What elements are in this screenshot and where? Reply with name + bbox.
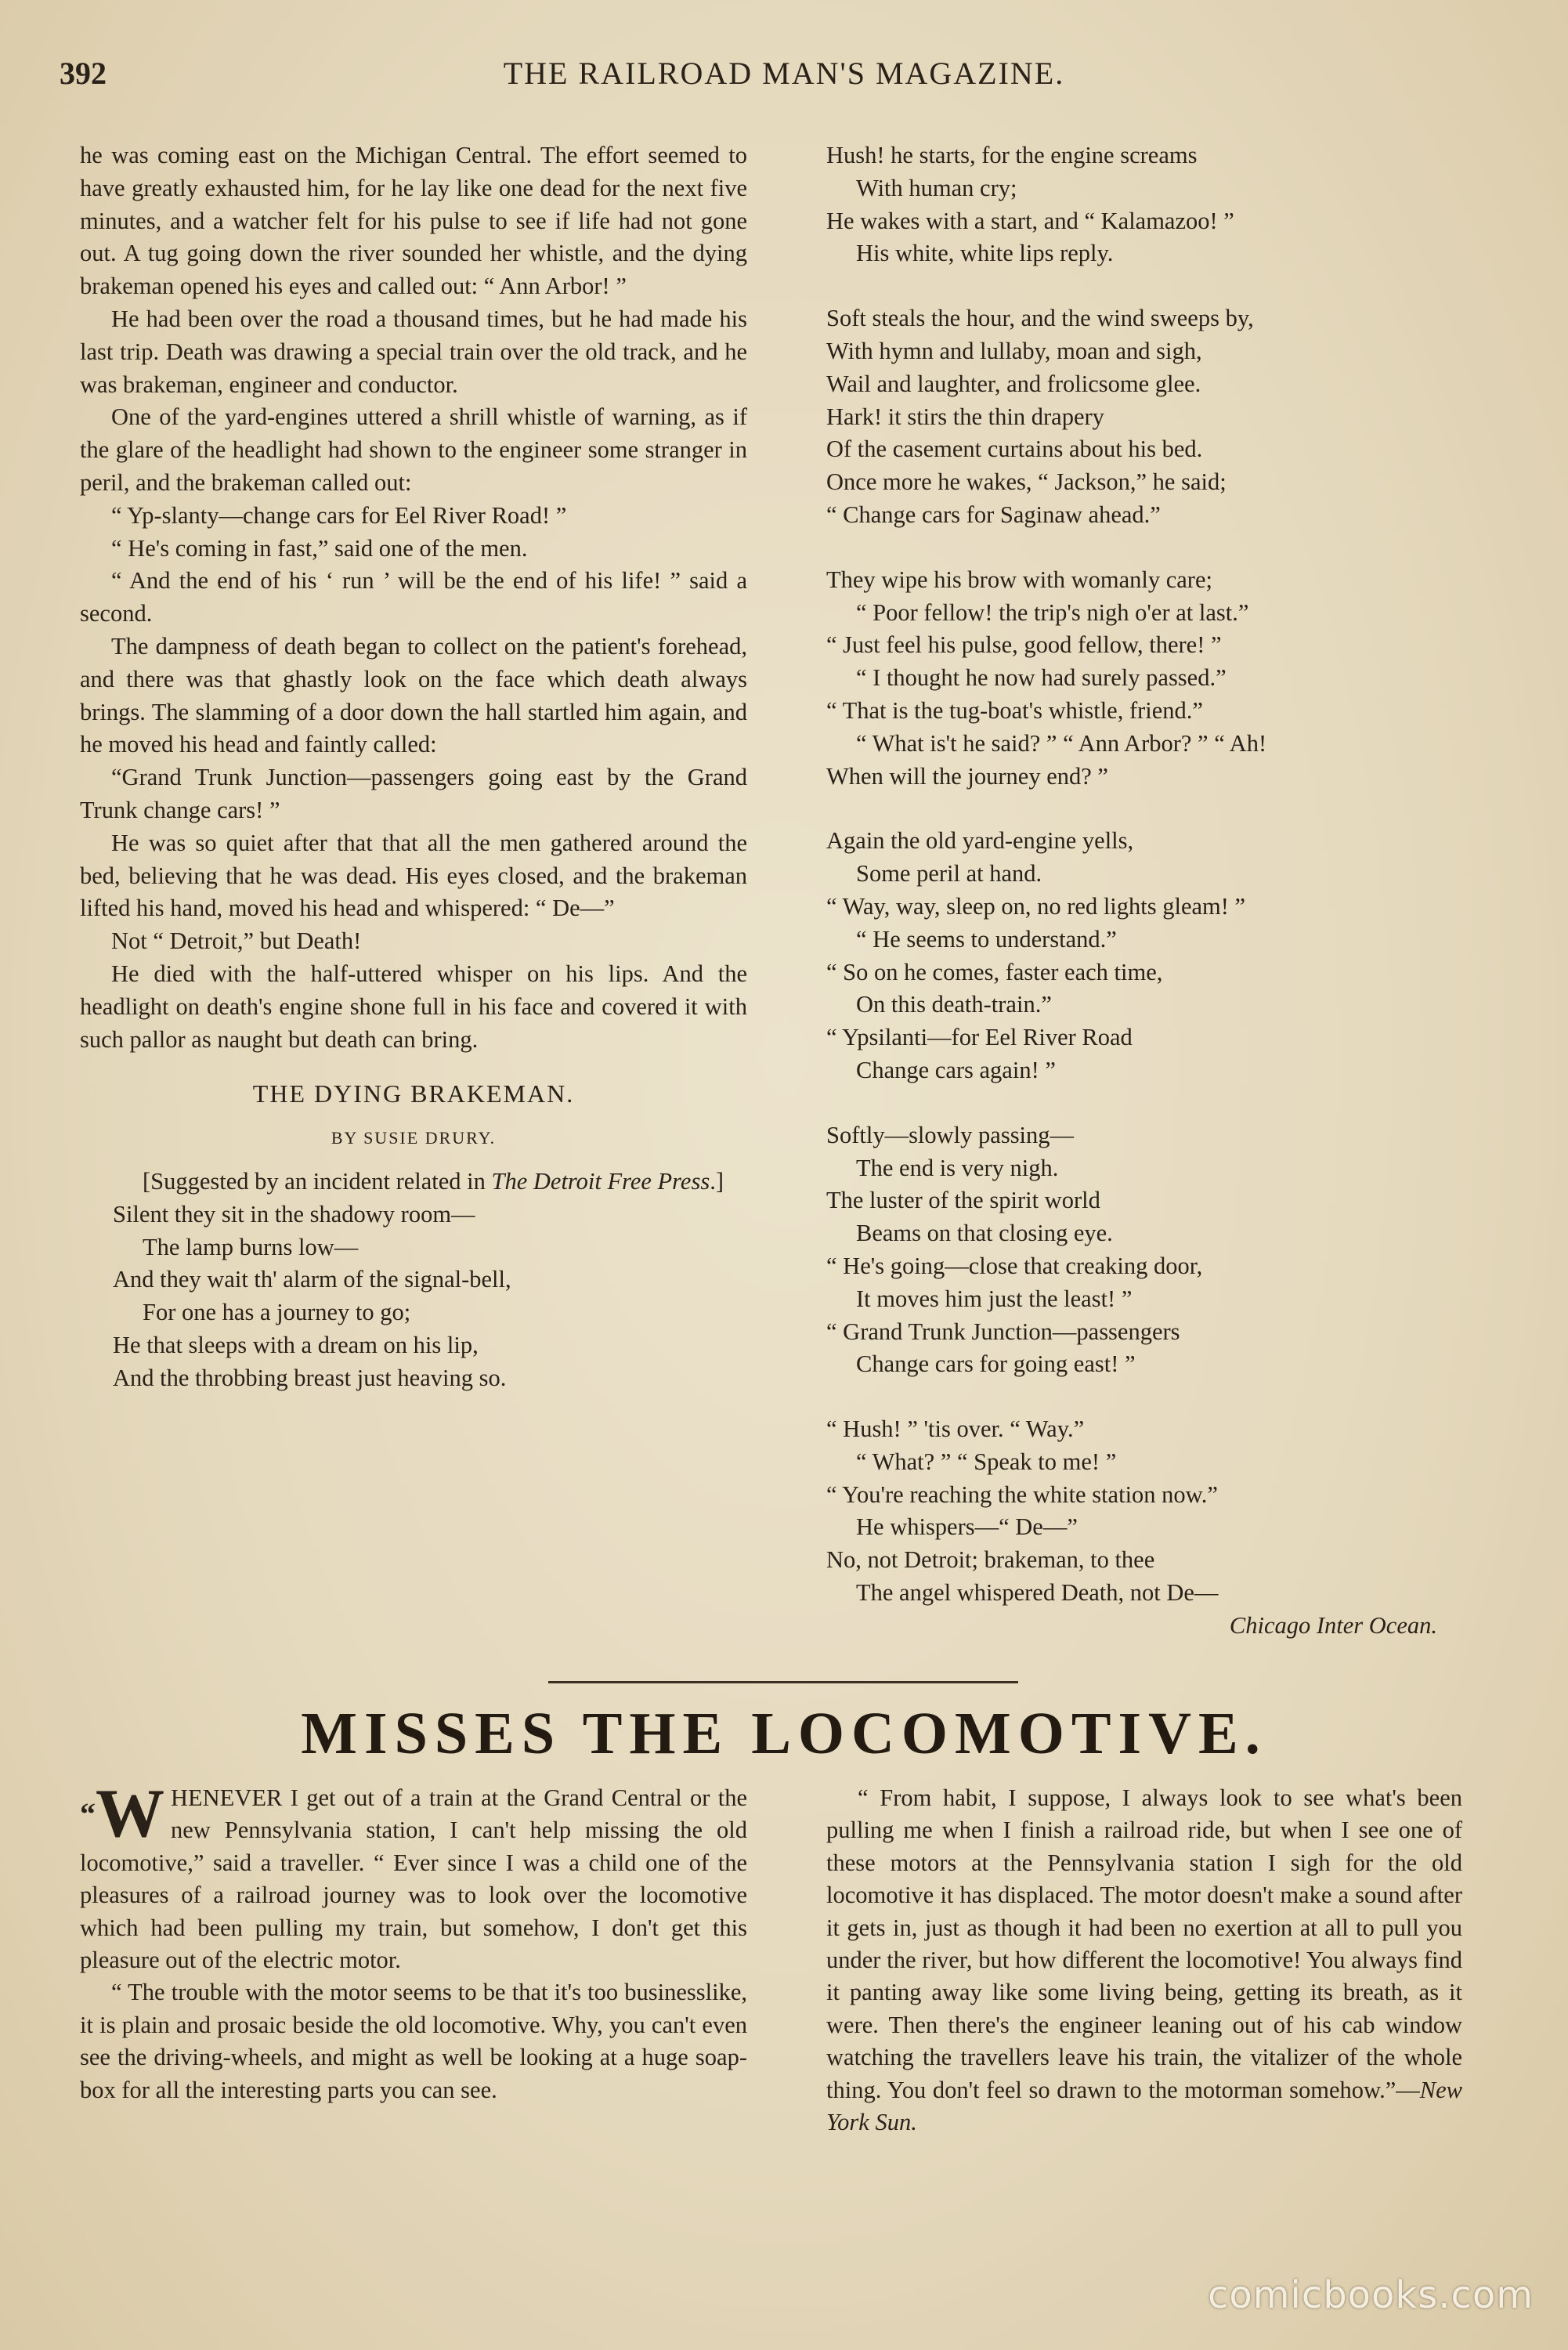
poem-line: The lamp burns low— bbox=[143, 1233, 359, 1260]
poem-line: “ Hush! ” 'tis over. “ Way.” bbox=[826, 1415, 1085, 1443]
paragraph-text: “ From habit, I suppose, I always look to see what's been pulling me when I finish a railroad ride, but when I see one of these motors at the Pennsylvania station I sigh for the old locomotive it has displaced. The motor doesn't make a sound after it gets in, just as though it had been no exertion at all to pull you under the river, but how different the locomotive! You always find it panting away like some living being, getting its breath, as it were. Then there's the engineer leaning out of his cab window watching the travellers leave his train, the vitalizer of the whole thing. You don't feel so drawn to the motorman somehow.”— bbox=[826, 1784, 1462, 2103]
poem-line: It moves him just the least! ” bbox=[856, 1285, 1133, 1312]
paragraph: “ The trouble with the motor seems to be that it's too businesslike, it is plain and prosaic beside the old locomotive. Why, you can't even see the driving-wheels, and might as well be looking at a huge soap-box for all the interesting parts you can see. bbox=[80, 1979, 747, 2103]
drop-cap-letter: W bbox=[96, 1776, 164, 1852]
page-header bbox=[60, 55, 1508, 102]
poem-line: The end is very nigh. bbox=[856, 1154, 1059, 1181]
paragraph: “ He's coming in fast,” said one of the men. bbox=[111, 534, 528, 562]
poem-line: “ Poor fellow! the trip's nigh o'er at last.” bbox=[856, 598, 1249, 626]
paragraph: “ And the end of his ‘ run ’ will be the end of his life! ” said a second. bbox=[80, 567, 747, 627]
watermark: comicbooks.com bbox=[1207, 2273, 1534, 2317]
paragraph: One of the yard-engines uttered a shrill whistle of warning, as if the glare of the headlight had shown to the engineer some stranger in peril, and the brakeman called out: bbox=[80, 403, 747, 496]
article-right-column bbox=[826, 1782, 1462, 2138]
poem-line: “ That is the tug-boat's whistle, friend.” bbox=[826, 696, 1203, 724]
poem-line: “ Ypsilanti—for Eel River Road bbox=[826, 1024, 1133, 1051]
paragraph: Not “ Detroit,” but Death! bbox=[111, 927, 362, 955]
poem-line: And the throbbing breast just heaving so. bbox=[113, 1364, 507, 1391]
poem-line: He wakes with a start, and “ Kalamazoo! ” bbox=[826, 207, 1234, 234]
poem-stanza bbox=[826, 825, 1453, 1086]
poem-stanza bbox=[80, 1198, 747, 1395]
poem-note-end: .] bbox=[710, 1167, 724, 1195]
poem-line: “ I thought he now had surely passed.” bbox=[856, 664, 1227, 692]
poem-line: “ What is't he said? ” “ Ann Arbor? ” “ Ah! bbox=[856, 729, 1267, 757]
poem-line: With human cry; bbox=[856, 174, 1017, 201]
poem-line: Some peril at hand. bbox=[856, 860, 1042, 888]
poem-line: Again the old yard-engine yells, bbox=[826, 827, 1134, 855]
poem-line: And they wait th' alarm of the signal-bell, bbox=[113, 1266, 511, 1293]
poem-line: Soft steals the hour, and the wind sweeps by, bbox=[826, 305, 1254, 332]
poem-line: Change cars again! ” bbox=[856, 1056, 1056, 1083]
poem-line: Softly—slowly passing— bbox=[826, 1121, 1075, 1148]
article-title: MISSES THE LOCOMOTIVE. bbox=[301, 1701, 1267, 1766]
poem-line: “ Grand Trunk Junction—passengers bbox=[826, 1318, 1180, 1345]
poem-line: For one has a journey to go; bbox=[143, 1299, 411, 1326]
poem-line: “ You're reaching the white station now.” bbox=[826, 1480, 1218, 1508]
page-number: 392 bbox=[60, 56, 107, 91]
drop-cap-quote: “ bbox=[80, 1796, 96, 1831]
poem-line: Of the casement curtains about his bed. bbox=[826, 436, 1203, 463]
poem-line: He that sleeps with a dream on his lip, bbox=[113, 1331, 479, 1358]
poem-stanza bbox=[826, 1413, 1453, 1610]
poem-line: His white, white lips reply. bbox=[856, 240, 1114, 267]
poem-line: Beams on that closing eye. bbox=[856, 1220, 1113, 1247]
poem-line: “ He's going—close that creaking door, bbox=[826, 1252, 1203, 1279]
poem-line: No, not Detroit; brakeman, to thee bbox=[826, 1546, 1155, 1574]
poem-line: “ Just feel his pulse, good fellow, there! ” bbox=[826, 631, 1222, 659]
paragraph: he was coming east on the Michigan Central. The effort seemed to have greatly exhausted him, for he lay like one dead for the next five minutes, and a watcher felt for his pulse to see if life had not gone out. A tug going down the river sounded her whistle, and the dying brakeman opened his eyes and called out: “ Ann Arbor! ” bbox=[80, 142, 747, 300]
poem-note bbox=[80, 1166, 747, 1198]
poem-line: Once more he wakes, “ Jackson,” he said; bbox=[826, 468, 1227, 496]
paragraph: He died with the half-uttered whisper on his lips. And the headlight on death's engine shone full in his face and covered it with such pallor as naught but death can bring. bbox=[80, 960, 747, 1053]
poem-line: When will the journey end? ” bbox=[826, 762, 1108, 790]
poem-line: The luster of the spirit world bbox=[826, 1187, 1100, 1214]
poem-line: “ Way, way, sleep on, no red lights gleam! ” bbox=[826, 892, 1246, 920]
drop-cap bbox=[80, 1776, 164, 1852]
poem-line: They wipe his brow with womanly care; bbox=[826, 566, 1212, 593]
article-credit: New York Sun. bbox=[826, 2076, 1462, 2136]
poem-byline: BY SUSIE DRURY. bbox=[331, 1128, 497, 1148]
poem-title: THE DYING BRAKEMAN. bbox=[252, 1079, 575, 1108]
poem-line: Silent they sit in the shadowy room— bbox=[113, 1200, 475, 1227]
poem-line: The angel whispered Death, not De— bbox=[856, 1579, 1219, 1607]
poem-stanza bbox=[826, 1119, 1453, 1381]
paragraph-text: HENEVER I get out of a train at the Grand Central or the new Pennsylvania station, I can't help missing the old locomotive,” said a traveller. “ Ever since I was a child one of the pleasures of a railroad journey was to look over the locomotive which had been pulling my train, but somehow, I don't get this pleasure out of the electric motor. bbox=[80, 1784, 747, 1974]
running-title: THE RAILROAD MAN'S MAGAZINE. bbox=[503, 56, 1065, 91]
poem-note-text: [Suggested by an incident related in bbox=[143, 1167, 492, 1195]
paragraph bbox=[826, 1782, 1462, 2138]
poem-line: With hymn and lullaby, moan and sigh, bbox=[826, 337, 1202, 364]
paragraph: He had been over the road a thousand times, but he had made his last trip. Death was drawing a special train over the old track, and he was brakeman, engineer and conductor. bbox=[80, 305, 747, 398]
paragraph: “Grand Trunk Junction—passengers going east by the Grand Trunk change cars! ” bbox=[80, 764, 747, 823]
poem-line: Wail and laughter, and frolicsome glee. bbox=[826, 370, 1201, 397]
paragraph: “ Yp-slanty—change cars for Eel River Road! ” bbox=[111, 501, 567, 529]
poem-credit: Chicago Inter Ocean. bbox=[1229, 1611, 1437, 1639]
paragraph: The dampness of death began to collect on the patient's forehead, and there was that ghastly look on the face which death always brings. The slamming of a door down the hall startled him again, and he moved his head and faintly called: bbox=[80, 632, 747, 758]
right-column bbox=[826, 139, 1453, 1643]
poem-line: “ Change cars for Saginaw ahead.” bbox=[826, 501, 1161, 528]
paragraph: He was so quiet after that that all the men gathered around the bed, believing that he was dead. His eyes closed, and the brakeman lifted his hand, moved his head and whispered: “ De—” bbox=[80, 829, 747, 922]
left-column bbox=[80, 139, 747, 1394]
article-left-column bbox=[80, 1776, 747, 2106]
poem-note-source: The Detroit Free Press bbox=[491, 1167, 710, 1195]
poem-line: Change cars for going east! ” bbox=[856, 1350, 1136, 1378]
section-divider bbox=[548, 1681, 1018, 1683]
poem-line: Hush! he starts, for the engine screams bbox=[826, 142, 1198, 168]
poem-stanza bbox=[826, 302, 1453, 532]
poem-line: Hark! it stirs the thin drapery bbox=[826, 403, 1104, 430]
poem-stanza bbox=[826, 139, 1453, 270]
paragraph bbox=[80, 1776, 747, 1976]
poem-line: “ What? ” “ Speak to me! ” bbox=[856, 1448, 1117, 1475]
poem-line: He whispers—“ De—” bbox=[856, 1513, 1078, 1541]
poem-stanza bbox=[826, 564, 1453, 794]
poem-line: “ He seems to understand.” bbox=[856, 925, 1117, 953]
poem-line: “ So on he comes, faster each time, bbox=[826, 958, 1163, 985]
poem-line: On this death-train.” bbox=[856, 991, 1052, 1018]
